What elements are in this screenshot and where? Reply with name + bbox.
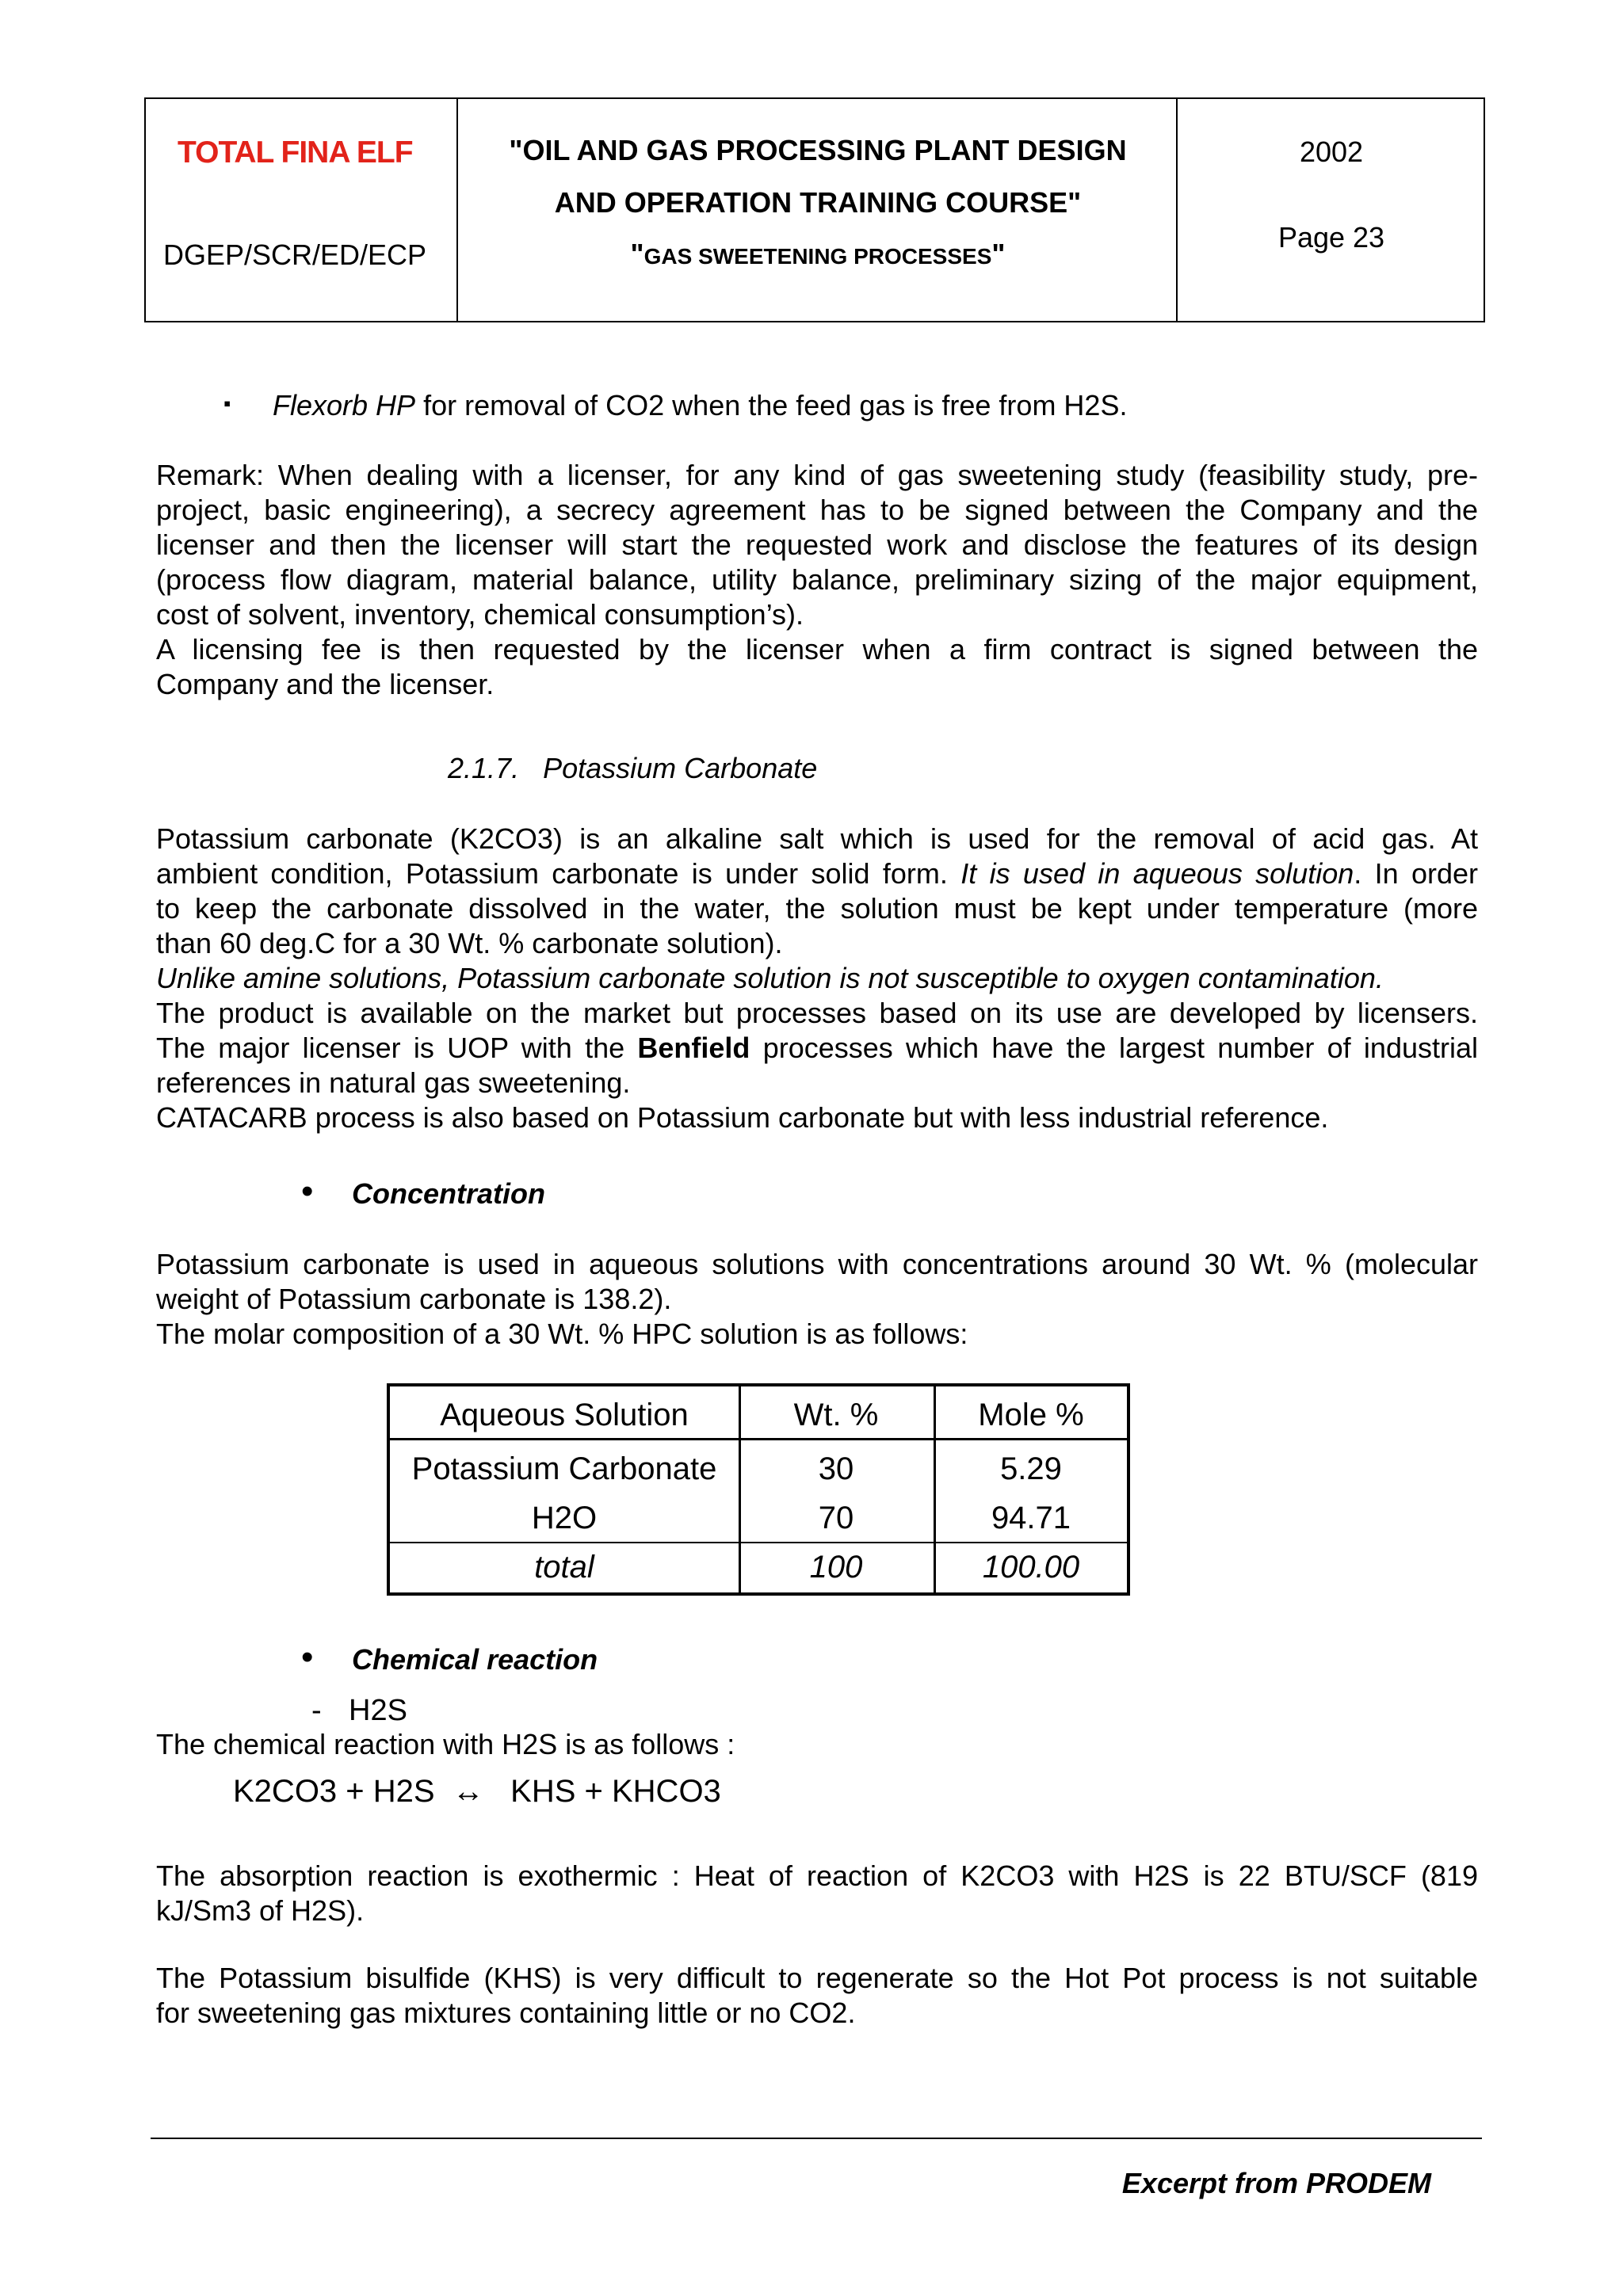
table-header: Wt. % xyxy=(793,1398,879,1432)
table-cell: 94.71 xyxy=(991,1501,1071,1535)
table-total: 100.00 xyxy=(982,1550,1080,1585)
company-logo: TOTAL FINA ELF xyxy=(178,135,413,170)
document-header xyxy=(144,97,1485,322)
dash-marker: - xyxy=(311,1694,322,1727)
square-bullet: ▪ xyxy=(223,391,231,415)
table-header: Aqueous Solution xyxy=(440,1398,689,1432)
table-header: Mole % xyxy=(978,1398,1084,1432)
table-total: 100 xyxy=(809,1550,863,1585)
section-heading: 2.1.7. Potassium Carbonate xyxy=(448,752,818,784)
table-cell: 5.29 xyxy=(1000,1451,1062,1486)
footer-source: Excerpt from PRODEM xyxy=(1121,2167,1431,2199)
reaction-sub-heading: H2S xyxy=(349,1694,407,1727)
course-subtitle: "GAS SWEETENING PROCESSES" xyxy=(630,238,1006,270)
table-cell: 70 xyxy=(818,1501,854,1535)
table-cell: 30 xyxy=(818,1451,854,1486)
reaction-intro: The chemical reaction with H2S is as follows : xyxy=(156,1728,735,1760)
equilibrium-arrow: ↔ xyxy=(452,1774,484,1809)
footer-rule xyxy=(151,2138,1482,2139)
round-bullet: • xyxy=(301,1172,314,1211)
reaction-equation: K2CO3 + H2S ↔ KHS + KHCO3 xyxy=(233,1774,721,1809)
chemical-reaction-heading: Chemical reaction xyxy=(352,1643,598,1676)
course-title-line2: AND OPERATION TRAINING COURSE" xyxy=(554,186,1082,219)
bullet-flexorb: Flexorb HP for removal of CO2 when the feed gas is free from H2S. xyxy=(273,389,1128,421)
table-cell: H2O xyxy=(531,1501,598,1535)
department-code: DGEP/SCR/ED/ECP xyxy=(163,238,427,271)
page-number: Page 23 xyxy=(1277,221,1385,254)
round-bullet: • xyxy=(301,1638,314,1676)
table-total: total xyxy=(534,1550,594,1585)
table-cell: Potassium Carbonate xyxy=(411,1451,717,1486)
course-title-line1: "OIL AND GAS PROCESSING PLANT DESIGN xyxy=(509,134,1127,166)
concentration-heading: Concentration xyxy=(352,1177,546,1210)
header-year: 2002 xyxy=(1299,135,1364,168)
molar-composition-table xyxy=(387,1383,1130,1596)
